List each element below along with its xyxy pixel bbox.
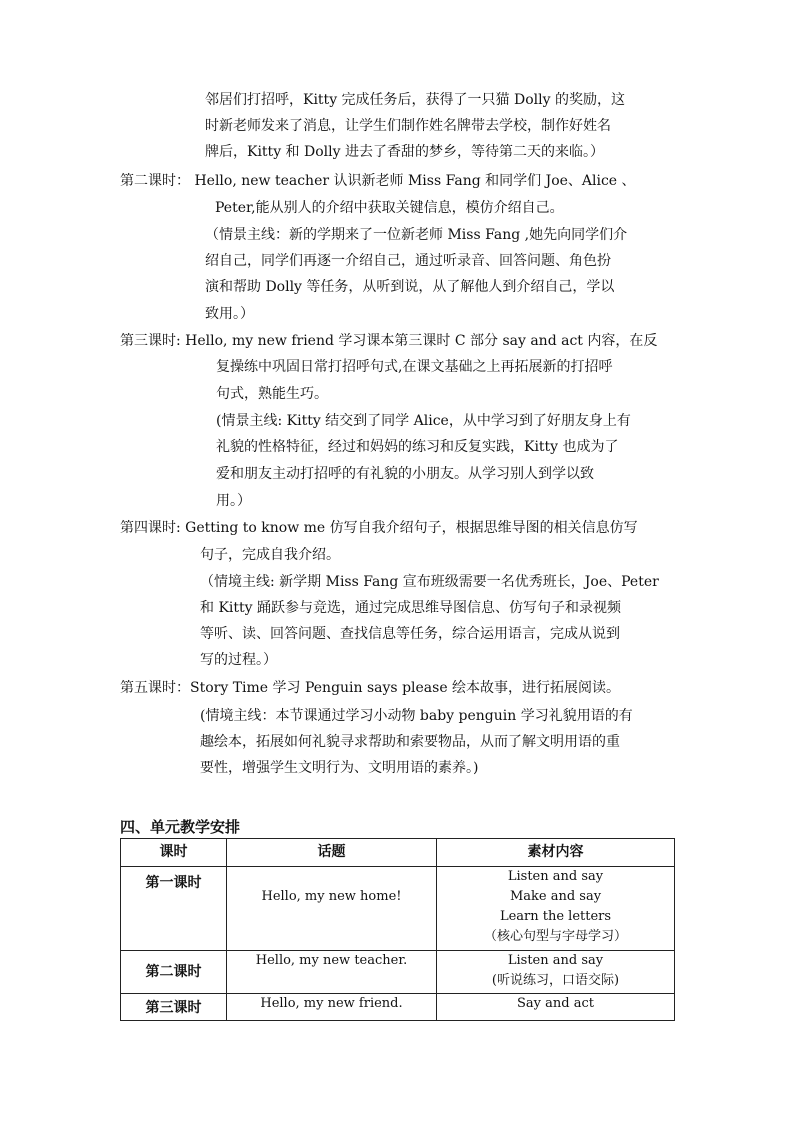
material-line: Say and act [517, 996, 594, 1011]
text-line: 时新老师发来了消息，让学生们制作姓名牌带去学校，制作好姓名 [205, 118, 611, 134]
text-line: (情景主线: Kitty 结交到了同学 Alice，从中学习到了好朋友身上有 [216, 413, 631, 429]
text-line: 句子，完成自我介绍。 [200, 547, 340, 563]
material-line: (听说练习，口语交际) [491, 973, 620, 988]
text-line: 绍自己，同学们再逐一介绍自己，通过听录音、回答问题、角色扮 [205, 253, 611, 269]
material-line: Learn the letters [499, 909, 612, 924]
table-row [121, 951, 675, 994]
text-line: 第三课时: Hello, my new friend 学习课本第三课时 C 部分 say and act 内容，在反 [120, 333, 658, 349]
material-cell [437, 867, 675, 951]
section-heading: 四、单元教学安排 [120, 818, 241, 836]
text-line: 演和帮助 Dolly 等任务，从听到说，从了解他人到介绍自己，学以 [205, 279, 615, 295]
material-cell [437, 994, 675, 1021]
text-line: 爱和朋友主动打招呼的有礼貌的小朋友。从学习别人到学以致 [216, 466, 594, 482]
text-line: （情景主线：新的学期来了一位新老师 Miss Fang ,她先向同学们介 [205, 227, 628, 243]
text-line: （情境主线: 新学期 Miss Fang 宣布班级需要一名优秀班长，Joe、Peter [200, 574, 659, 590]
text-line: 要性，增强学生文明行为、文明用语的素养。) [200, 760, 479, 776]
text-line: 第五课时：Story Time 学习 Penguin says please 绘本故事，进行拓展阅读。 [120, 680, 621, 696]
table-row [121, 994, 675, 1021]
text-line: 用。） [216, 493, 251, 509]
period-cell: 第一课时 [121, 867, 227, 951]
text-line: 复操练中巩固日常打招呼句式,在课文基础之上再拓展新的打招呼 [216, 359, 613, 375]
text-line: 和 Kitty 踊跃参与竞选，通过完成思维导图信息、仿写句子和录视频 [200, 600, 621, 616]
text-line: 礼貌的性格特征，经过和妈妈的练习和反复实践，Kitty 也成为了 [216, 439, 619, 455]
text-line: 等听、读、回答问题、查找信息等任务，综合运用语言，完成从说到 [200, 626, 620, 642]
text-line: 写的过程。） [200, 652, 277, 668]
text-line: 第四课时: Getting to know me 仿写自我介绍句子，根据思维导图的相关信息仿写 [120, 520, 638, 536]
period-cell: 第三课时 [121, 994, 227, 1021]
text-line: 致用。） [205, 306, 254, 322]
topic-cell: Hello, my new home! [227, 867, 437, 951]
material-line: Listen and say [507, 869, 604, 884]
text-line: Peter,能从别人的介绍中获取关键信息，模仿介绍自己。 [215, 200, 564, 216]
teaching-schedule-table [120, 838, 675, 1021]
text-line: 句式，熟能生巧。 [216, 386, 328, 402]
header-topic: 话题 [227, 839, 437, 867]
text-line: 第二课时： Hello, new teacher 认识新老师 Miss Fang 和同学们 Joe、Alice 、 [120, 173, 636, 189]
text-line: (情境主线：本节课通过学习小动物 baby penguin 学习礼貌用语的有 [200, 708, 633, 724]
text-line: 邻居们打招呼，Kitty 完成任务后，获得了一只猫 Dolly 的奖励，这 [205, 92, 625, 108]
topic-cell: Hello, my new friend. [227, 994, 437, 1021]
table-header-row [121, 839, 675, 867]
text-line: 牌后，Kitty 和 Dolly 进去了香甜的梦乡，等待第二天的来临。） [205, 144, 604, 160]
header-period: 课时 [121, 839, 227, 867]
material-cell [437, 951, 675, 994]
table-row [121, 867, 675, 951]
header-material: 素材内容 [437, 839, 675, 867]
material-line: Listen and say [507, 953, 604, 968]
period-cell: 第二课时 [121, 951, 227, 994]
text-line: 趣绘本，拓展如何礼貌寻求帮助和索要物品，从而了解文明用语的重 [200, 734, 620, 750]
material-line: Make and say [509, 889, 602, 904]
topic-cell: Hello, my new teacher. [227, 951, 437, 994]
material-line: （核心句型与字母学习） [483, 929, 627, 944]
